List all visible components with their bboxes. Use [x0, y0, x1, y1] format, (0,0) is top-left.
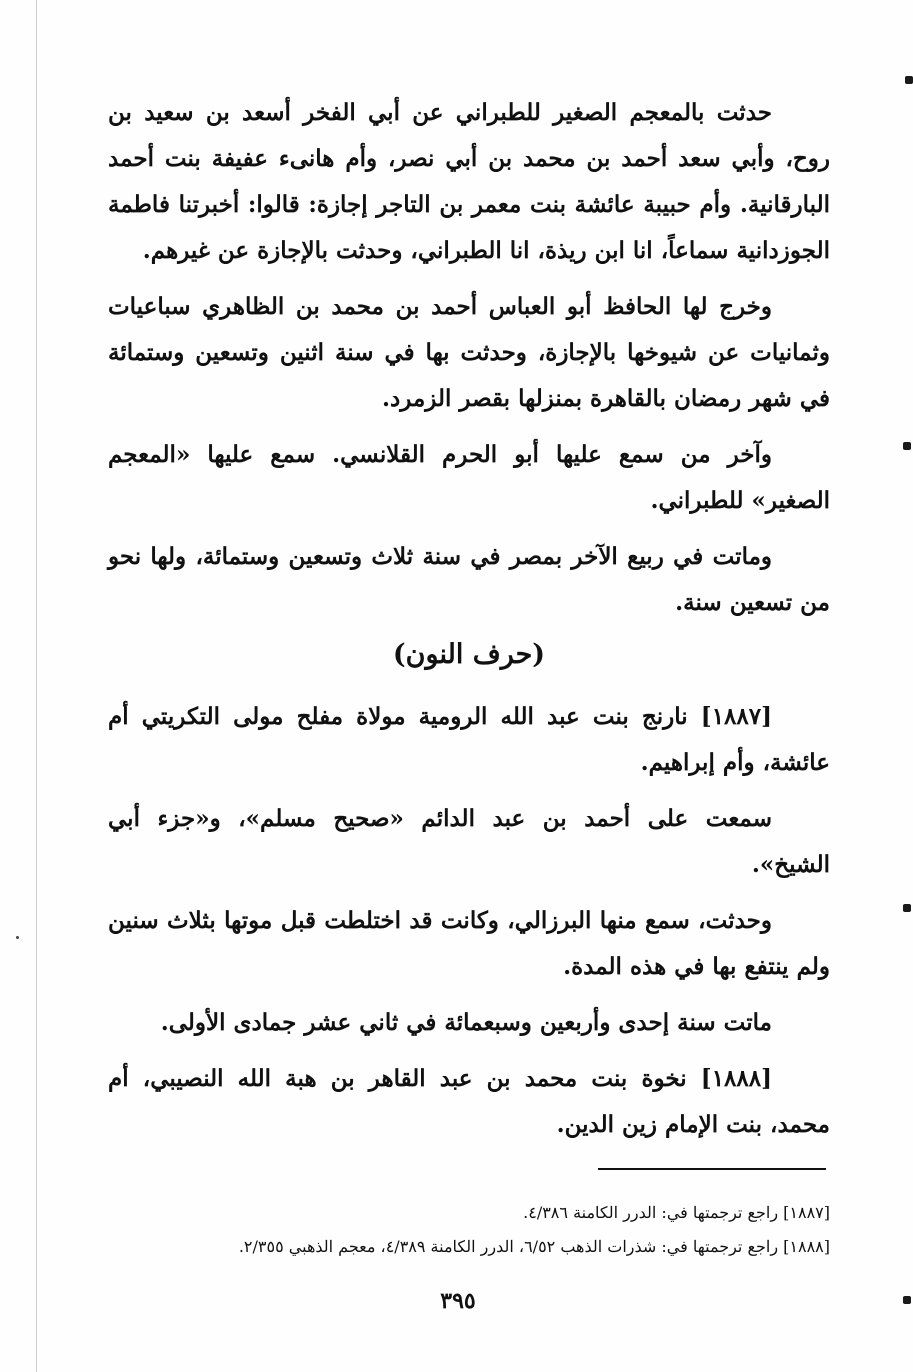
paragraph: وماتت في ربيع الآخر بمصر في سنة ثلاث وتسعين وستمائة، ولها نحو من تسعين سنة.: [108, 543, 830, 616]
paragraph: وخرج لها الحافظ أبو العباس أحمد بن محمد بن الظاهري سباعيات وثمانيات عن شيوخها بالإجازة، وحدثت بها في سنة اثنين وتسعين وستمائة في شهر رمضان بالقاهرة بمنزلها بقصر الزمرد.: [108, 293, 830, 412]
margin-mark: [903, 1296, 911, 1304]
margin-mark: [903, 442, 911, 450]
margin-dot: [16, 936, 19, 939]
footnote: [١٨٨٨] راجع ترجمتها في: شذرات الذهب ٦/٥٢، الدرر الكامنة ٤/٣٨٩، معجم الذهبي ٢/٣٥٥.: [238, 1237, 830, 1256]
paragraph: وحدثت، سمع منها البرزالي، وكانت قد اختلطت قبل موتها بثلاث سنين ولم ينتفع بها في هذه المدة.: [108, 907, 830, 980]
page-edge-line: [36, 0, 37, 1372]
margin-mark: [905, 76, 913, 84]
footnotes: [108, 1196, 830, 1264]
paragraph: وآخر من سمع عليها أبو الحرم القلانسي. سمع عليها «المعجم الصغير» للطبراني.: [108, 441, 830, 514]
footnote-divider: [598, 1168, 826, 1170]
section-heading: (حرف النون): [392, 639, 546, 670]
paragraph: ماتت سنة إحدى وأربعين وسبعمائة في ثاني عشر جمادى الأولى.: [160, 1009, 772, 1036]
footnote: [١٨٨٧] راجع ترجمتها في: الدرر الكامنة ٤/٣٨٦.: [523, 1203, 830, 1222]
entry-paragraph: [١٨٨٨] نخوة بنت محمد بن عبد القاهر بن هبة الله النصيبي، أم محمد، بنت الإمام زين الدين.: [108, 1065, 830, 1138]
lower-text: [108, 694, 830, 1158]
paragraph: سمعت على أحمد بن عبد الدائم «صحيح مسلم»، و«جزء أبي الشيخ».: [108, 805, 830, 878]
paragraph: حدثت بالمعجم الصغير للطبراني عن أبي الفخر أسعد بن سعيد بن روح، وأبي سعد أحمد بن محمد بن أبي نصر، وأم هانىء عفيفة بنت أحمد البارقانية. وأم حبيبة عائشة بنت معمر بن التاجر إجازة: قالوا: أخبرتنا فاطمة الجوزدانية سماعاً، انا ابن ريذة، انا الطبراني، وحدثت بالإجازة عن غيرهم.: [108, 99, 830, 264]
page-number: ٣٩٥: [440, 1288, 476, 1314]
margin-mark: [903, 904, 911, 912]
entry-paragraph: [١٨٨٧] نارنج بنت عبد الله الرومية مولاة مفلح مولى التكريتي أم عائشة، وأم إبراهيم.: [108, 703, 830, 776]
upper-text: [108, 90, 830, 636]
